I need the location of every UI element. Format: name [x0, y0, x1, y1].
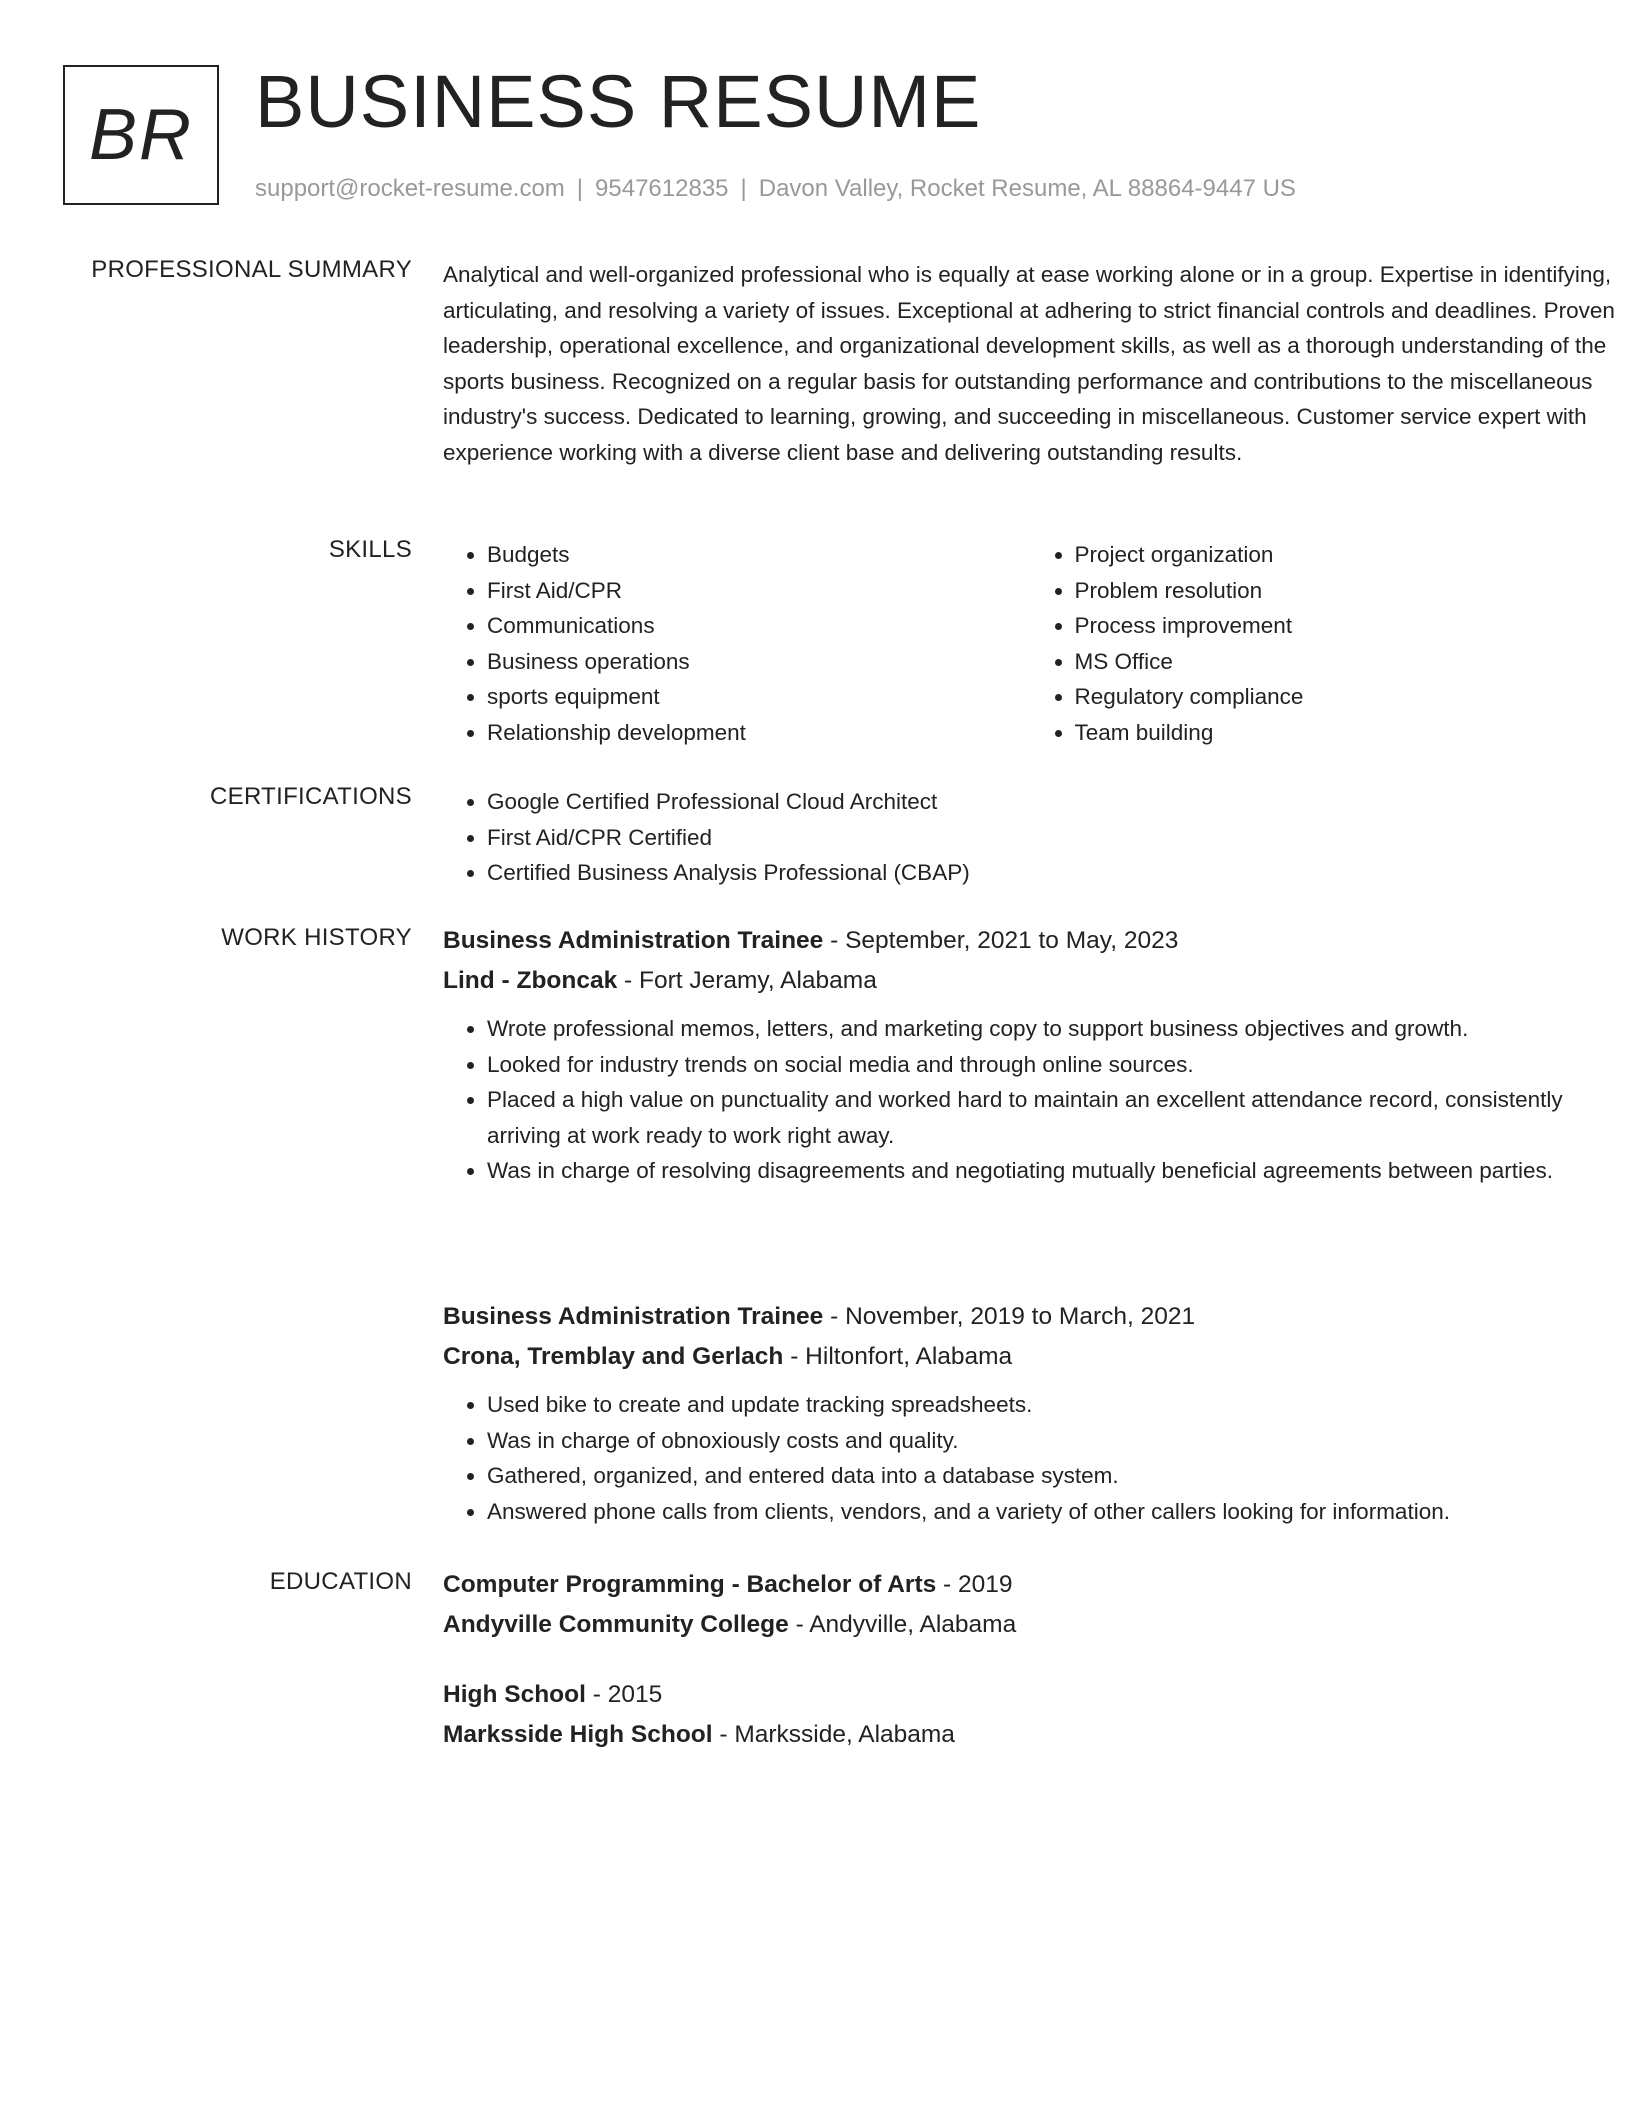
education-year: - 2019 — [936, 1571, 1013, 1598]
education-degree-line — [443, 1675, 1618, 1715]
skill-item: • First Aid/CPR — [487, 573, 1031, 609]
skill-item: • Team building — [1075, 715, 1619, 751]
contact-address: Davon Valley, Rocket Resume, AL 88864-9447 US — [758, 175, 1296, 202]
education-location: - Andyville, Alabama — [788, 1611, 1017, 1638]
education-location: - Marksside, Alabama — [712, 1721, 955, 1748]
contact-separator: | — [576, 175, 584, 202]
education-school-line — [443, 1715, 1618, 1755]
resume-header — [63, 60, 1563, 211]
job-company: Crona, Tremblay and Gerlach — [443, 1343, 784, 1370]
skill-item: • Regulatory compliance — [1075, 679, 1619, 715]
monogram-logo: BR — [63, 65, 219, 205]
skills-grid — [443, 537, 1618, 750]
job-bullet: • Was in charge of obnoxiously costs and quality. — [487, 1423, 1618, 1459]
education-entry — [443, 1675, 1618, 1755]
summary-heading: PROFESSIONAL SUMMARY — [91, 256, 412, 283]
education-heading: EDUCATION — [269, 1568, 412, 1595]
job-location: - Hiltonfort, Alabama — [783, 1343, 1013, 1370]
job-company-line — [443, 1337, 1618, 1377]
job-bullet: • Used bike to create and update tracking spreadsheets. — [487, 1387, 1618, 1423]
job-entry — [443, 1297, 1618, 1529]
summary-body — [443, 257, 1618, 470]
skill-item: • Project organization — [1075, 537, 1619, 573]
certification-item: • Certified Business Analysis Professional (CBAP) — [487, 855, 1618, 891]
contact-email: support@rocket-resume.com — [255, 175, 565, 202]
skill-item: • Budgets — [487, 537, 1031, 573]
job-bullets — [443, 1387, 1618, 1529]
job-company-line — [443, 961, 1618, 1001]
contact-line — [255, 175, 1296, 203]
education-year: - 2015 — [585, 1681, 663, 1708]
job-bullet: • Wrote professional memos, letters, and marketing copy to support business objectives and growth. — [487, 1011, 1618, 1047]
job-entry — [443, 921, 1618, 1189]
certifications-list — [443, 784, 1618, 891]
job-dates: - September, 2021 to May, 2023 — [823, 927, 1179, 954]
skill-item: • MS Office — [1075, 644, 1619, 680]
education-school: Andyville Community College — [443, 1611, 789, 1638]
contact-phone: 9547612835 — [595, 175, 729, 202]
job-location: - Fort Jeramy, Alabama — [617, 967, 877, 994]
skill-item: • Business operations — [487, 644, 1031, 680]
education-school-line — [443, 1605, 1618, 1645]
job-title-line — [443, 921, 1618, 961]
education-degree: High School — [443, 1681, 586, 1708]
certification-item: • First Aid/CPR Certified — [487, 820, 1618, 856]
education-degree: Computer Programming - Bachelor of Arts — [443, 1571, 937, 1598]
job-dates: - November, 2019 to March, 2021 — [823, 1303, 1196, 1330]
job-company: Lind - Zboncak — [443, 967, 618, 994]
job-bullets — [443, 1011, 1618, 1189]
job-title: Business Administration Trainee — [443, 1303, 824, 1330]
skill-item: • sports equipment — [487, 679, 1031, 715]
education-degree-line — [443, 1565, 1618, 1605]
job-title-line — [443, 1297, 1618, 1337]
job-bullet: • Was in charge of resolving disagreements and negotiating mutually beneficial agreements between parties. — [487, 1153, 1618, 1189]
skill-item: • Communications — [487, 608, 1031, 644]
certifications-heading: CERTIFICATIONS — [210, 783, 412, 810]
skills-list-right — [1031, 537, 1619, 750]
work-history-heading: WORK HISTORY — [221, 924, 412, 951]
education-school: Marksside High School — [443, 1721, 713, 1748]
skill-item: • Problem resolution — [1075, 573, 1619, 609]
certification-item: • Google Certified Professional Cloud Architect — [487, 784, 1618, 820]
education-entry — [443, 1565, 1618, 1645]
contact-separator: | — [740, 175, 747, 202]
skill-item: • Process improvement — [1075, 608, 1619, 644]
job-title: Business Administration Trainee — [443, 927, 824, 954]
summary-text: Analytical and well-organized professional who is equally at ease working alone or in a group. Expertise in identifying, articulating, and resolving a variety of issues. Exceptional at adhering to strict financial controls and deadlines. Proven leadership, operational excellence, and organizational development skills, as well as a thorough understanding of the sports business. Recognized on a regular basis for outstanding performance and contributions to the miscellaneous industry's success. Dedicated to learning, growing, and succeeding in miscellaneous. Customer service expert with experience working with a diverse client base and delivering outstanding results. — [443, 262, 1615, 465]
job-bullet: • Answered phone calls from clients, vendors, and a variety of other callers looking for information. — [487, 1494, 1618, 1530]
skill-item: • Relationship development — [487, 715, 1031, 751]
skills-list-left — [443, 537, 1031, 750]
job-bullet: • Looked for industry trends on social media and through online sources. — [487, 1047, 1618, 1083]
certifications-body — [443, 784, 1618, 891]
skills-body — [443, 537, 1618, 750]
job-bullet: • Placed a high value on punctuality and worked hard to maintain an excellent attendance record, consistently arriving at work ready to work right away. — [487, 1082, 1618, 1153]
skills-heading: SKILLS — [328, 536, 412, 563]
job-bullet: • Gathered, organized, and entered data into a database system. — [487, 1458, 1618, 1494]
resume-title: BUSINESS RESUME — [255, 60, 982, 143]
